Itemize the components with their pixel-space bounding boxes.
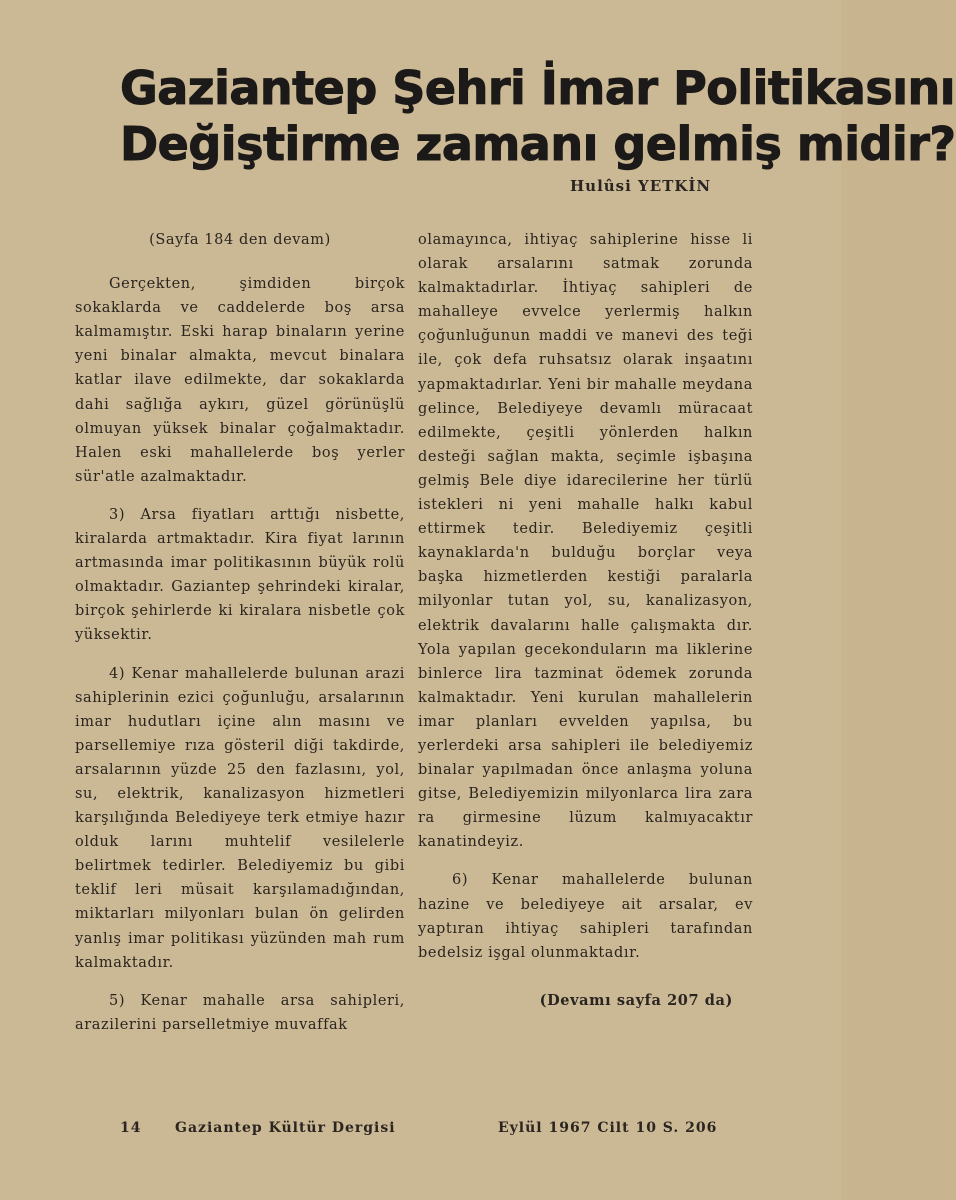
- paragraph-4: 4) Kenar mahallelerde bulunan arazi sahiplerinin ezici çoğunluğu, arsalarının imar hudutları içine alın masını ve parsellemiye rıza gösteril diği takdirde, arsalarının yüzde 25 den fazlasını, yol, su, elektrik, kanalizasyon hizmetleri karşılığında Belediyeye terk etmiye hazır olduk larını muhtelif vesilelerle belirtmek tedirler. Belediyemiz bu gibi teklif leri müsait karşılamadığından, miktarları milyonları bulan ön gelirden yanlış imar politikası yüzünden mah rum kalmaktadır.: [75, 665, 405, 971]
- article-headline: [120, 60, 956, 172]
- paragraph-6: 6) Kenar mahallelerde bulunan hazine ve belediyeye ait arsalar, ev yaptıran ihtiyaç sahipleri tarafından bedelsiz işgal olunmaktadır.: [418, 872, 753, 961]
- right-column: [418, 228, 753, 1013]
- left-column: [75, 228, 405, 1037]
- headline-line-2: Değiştirme zamanı gelmiş midir?: [120, 117, 956, 171]
- magazine-name: Gaziantep Kültür Dergisi: [175, 1120, 396, 1136]
- continued-on-note: (Devamı sayfa 207 da): [539, 991, 733, 1009]
- paragraph-2: Gerçekten, şimdiden birçok sokaklarda ve caddelerde boş arsa kalmamıştır. Eski harap binaların yerine yeni binalar almakta, mevcut binalara katlar ilave edilmekte, dar sokaklarda dahi sağlığa aykırı, güzel görünüşlü olmuyan yüksek binalar çoğalmaktadır. Halen eski mahallelerde boş yerler sür'atle azalmaktadır.: [75, 276, 405, 485]
- paragraph-5-continued: olamayınca, ihtiyaç sahiplerine hisse li olarak arsalarını satmak zorunda kalmaktadırlar. İhtiyaç sahipleri de mahalleye evvelce yerlermiş halkın çoğunluğunun maddi ve manevi des teği ile, çok defa ruhsatsız olarak inşaatını yapmaktadırlar. Yeni bir mahalle meydana gelince, Belediyeye devamlı müracaat edilmekte, çeşitli yönlerden halkın desteği sağlan makta, seçimle işbaşına gelmiş Bele diye idarecilerine her türlü istekleri ni yeni mahalle halkı kabul ettirmek tedir. Belediyemiz çeşitli kaynaklarda'n bulduğu borçlar veya başka hizmetlerden kestiği paralarla milyonlar tutan yol, su, kanalizasyon, elektrik davalarını halle çalışmakta dır. Yola yapılan gecekonduların ma liklerine binlerce lira tazminat ödemek zorunda kalmaktadır. Yeni kurulan mahallelerin imar planları evvelden yapılsa, bu yerlerdeki arsa sahipleri ile belediyemiz binalar yapılmadan önce anlaşma yoluna gitse, Belediyemizin milyonlarca lira zara ra girmesine lüzum kalmıyacaktır kanatindeyiz.: [418, 232, 753, 851]
- article-author: Hulûsi YETKİN: [570, 177, 712, 195]
- issue-info: Eylül 1967 Cilt 10 S. 206: [498, 1120, 718, 1136]
- paragraph-3: 3) Arsa fiyatları arttığı nisbette, kiralarda artmaktadır. Kira fiyat larının artmasında imar politikasının büyük rolü olmaktadır. Gaziantep şehrindeki kiralar, birçok şehirlerde ki kiralara nisbetle çok yüksektir.: [75, 506, 405, 644]
- paragraph-5: 5) Kenar mahalle arsa sahipleri, arazilerini parselletmiye muvaffak: [75, 992, 405, 1033]
- page-number: 14: [120, 1120, 142, 1136]
- headline-line-1: Gaziantep Şehri İmar Politikasını: [120, 61, 955, 115]
- continued-from-note: (Sayfa 184 den devam): [149, 232, 331, 248]
